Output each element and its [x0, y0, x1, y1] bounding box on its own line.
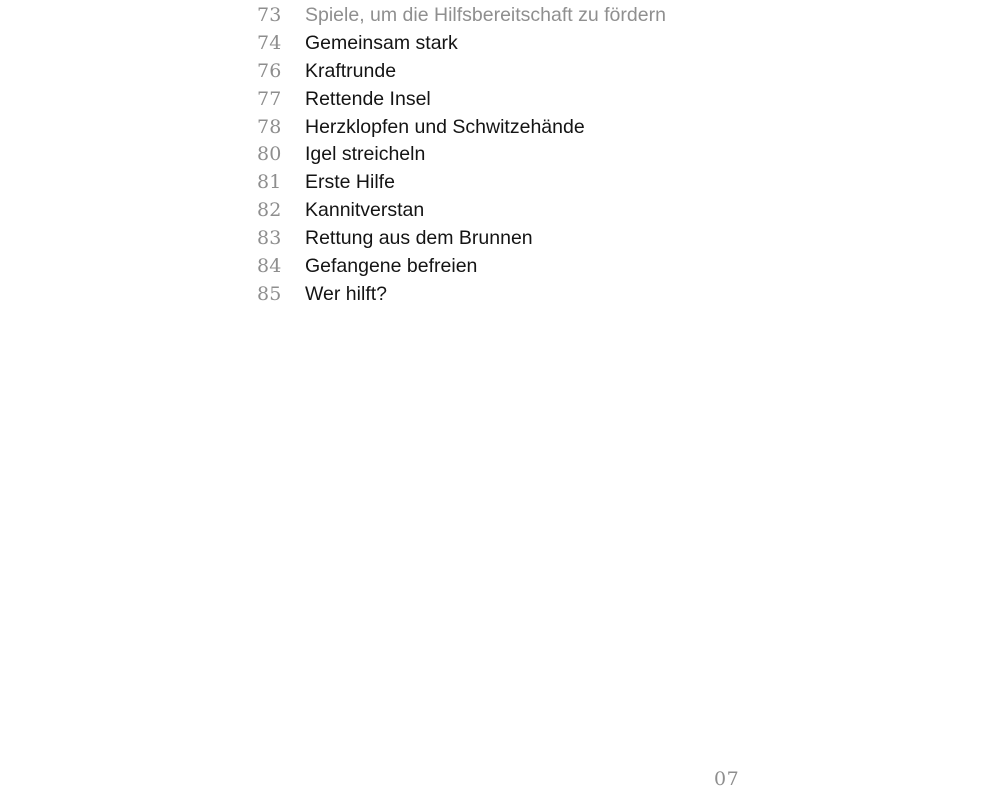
toc-entry: [257, 141, 666, 169]
toc-entry: [257, 281, 666, 309]
toc-page-number: 80: [257, 143, 282, 166]
toc-entry-title: Igel streicheln: [305, 143, 426, 166]
toc-page-number: 82: [257, 199, 282, 222]
toc-entry-title: Kannitverstan: [305, 199, 425, 222]
toc-entry-title: Rettung aus dem Brunnen: [305, 227, 533, 250]
toc-entry-title: Gemeinsam stark: [305, 31, 458, 54]
toc-entry: [257, 86, 666, 114]
toc-page-number: 85: [257, 282, 282, 305]
toc-page-number: 76: [257, 59, 282, 82]
toc-entry-title: Rettende Insel: [305, 87, 431, 110]
toc-entry-title: Wer hilft?: [305, 282, 387, 305]
toc-section-heading: [257, 2, 666, 30]
toc-page-number: 73: [257, 4, 282, 26]
toc-entry: [257, 58, 666, 86]
toc-entry: [257, 30, 666, 58]
toc-page-number: 74: [257, 31, 282, 54]
toc-entry: [257, 169, 666, 197]
table-of-contents: [257, 2, 666, 309]
toc-entry: [257, 197, 666, 225]
toc-page-number: 78: [257, 115, 282, 138]
toc-page-number: 83: [257, 227, 282, 250]
toc-entry-title: Gefangene befreien: [305, 255, 478, 278]
toc-entry-title: Erste Hilfe: [305, 171, 395, 194]
toc-page-number: 77: [257, 87, 282, 110]
toc-entry: [257, 253, 666, 281]
toc-entry-title: Kraftrunde: [305, 59, 397, 82]
toc-entry: [257, 225, 666, 253]
toc-page-number: 81: [257, 171, 282, 194]
page-number: 07: [714, 768, 740, 790]
toc-page-number: 84: [257, 255, 282, 278]
toc-section-title: Spiele, um die Hilfsbereitschaft zu fördern: [305, 4, 666, 26]
toc-entry: [257, 114, 666, 142]
toc-entry-title: Herzklopfen und Schwitzehände: [305, 115, 585, 138]
